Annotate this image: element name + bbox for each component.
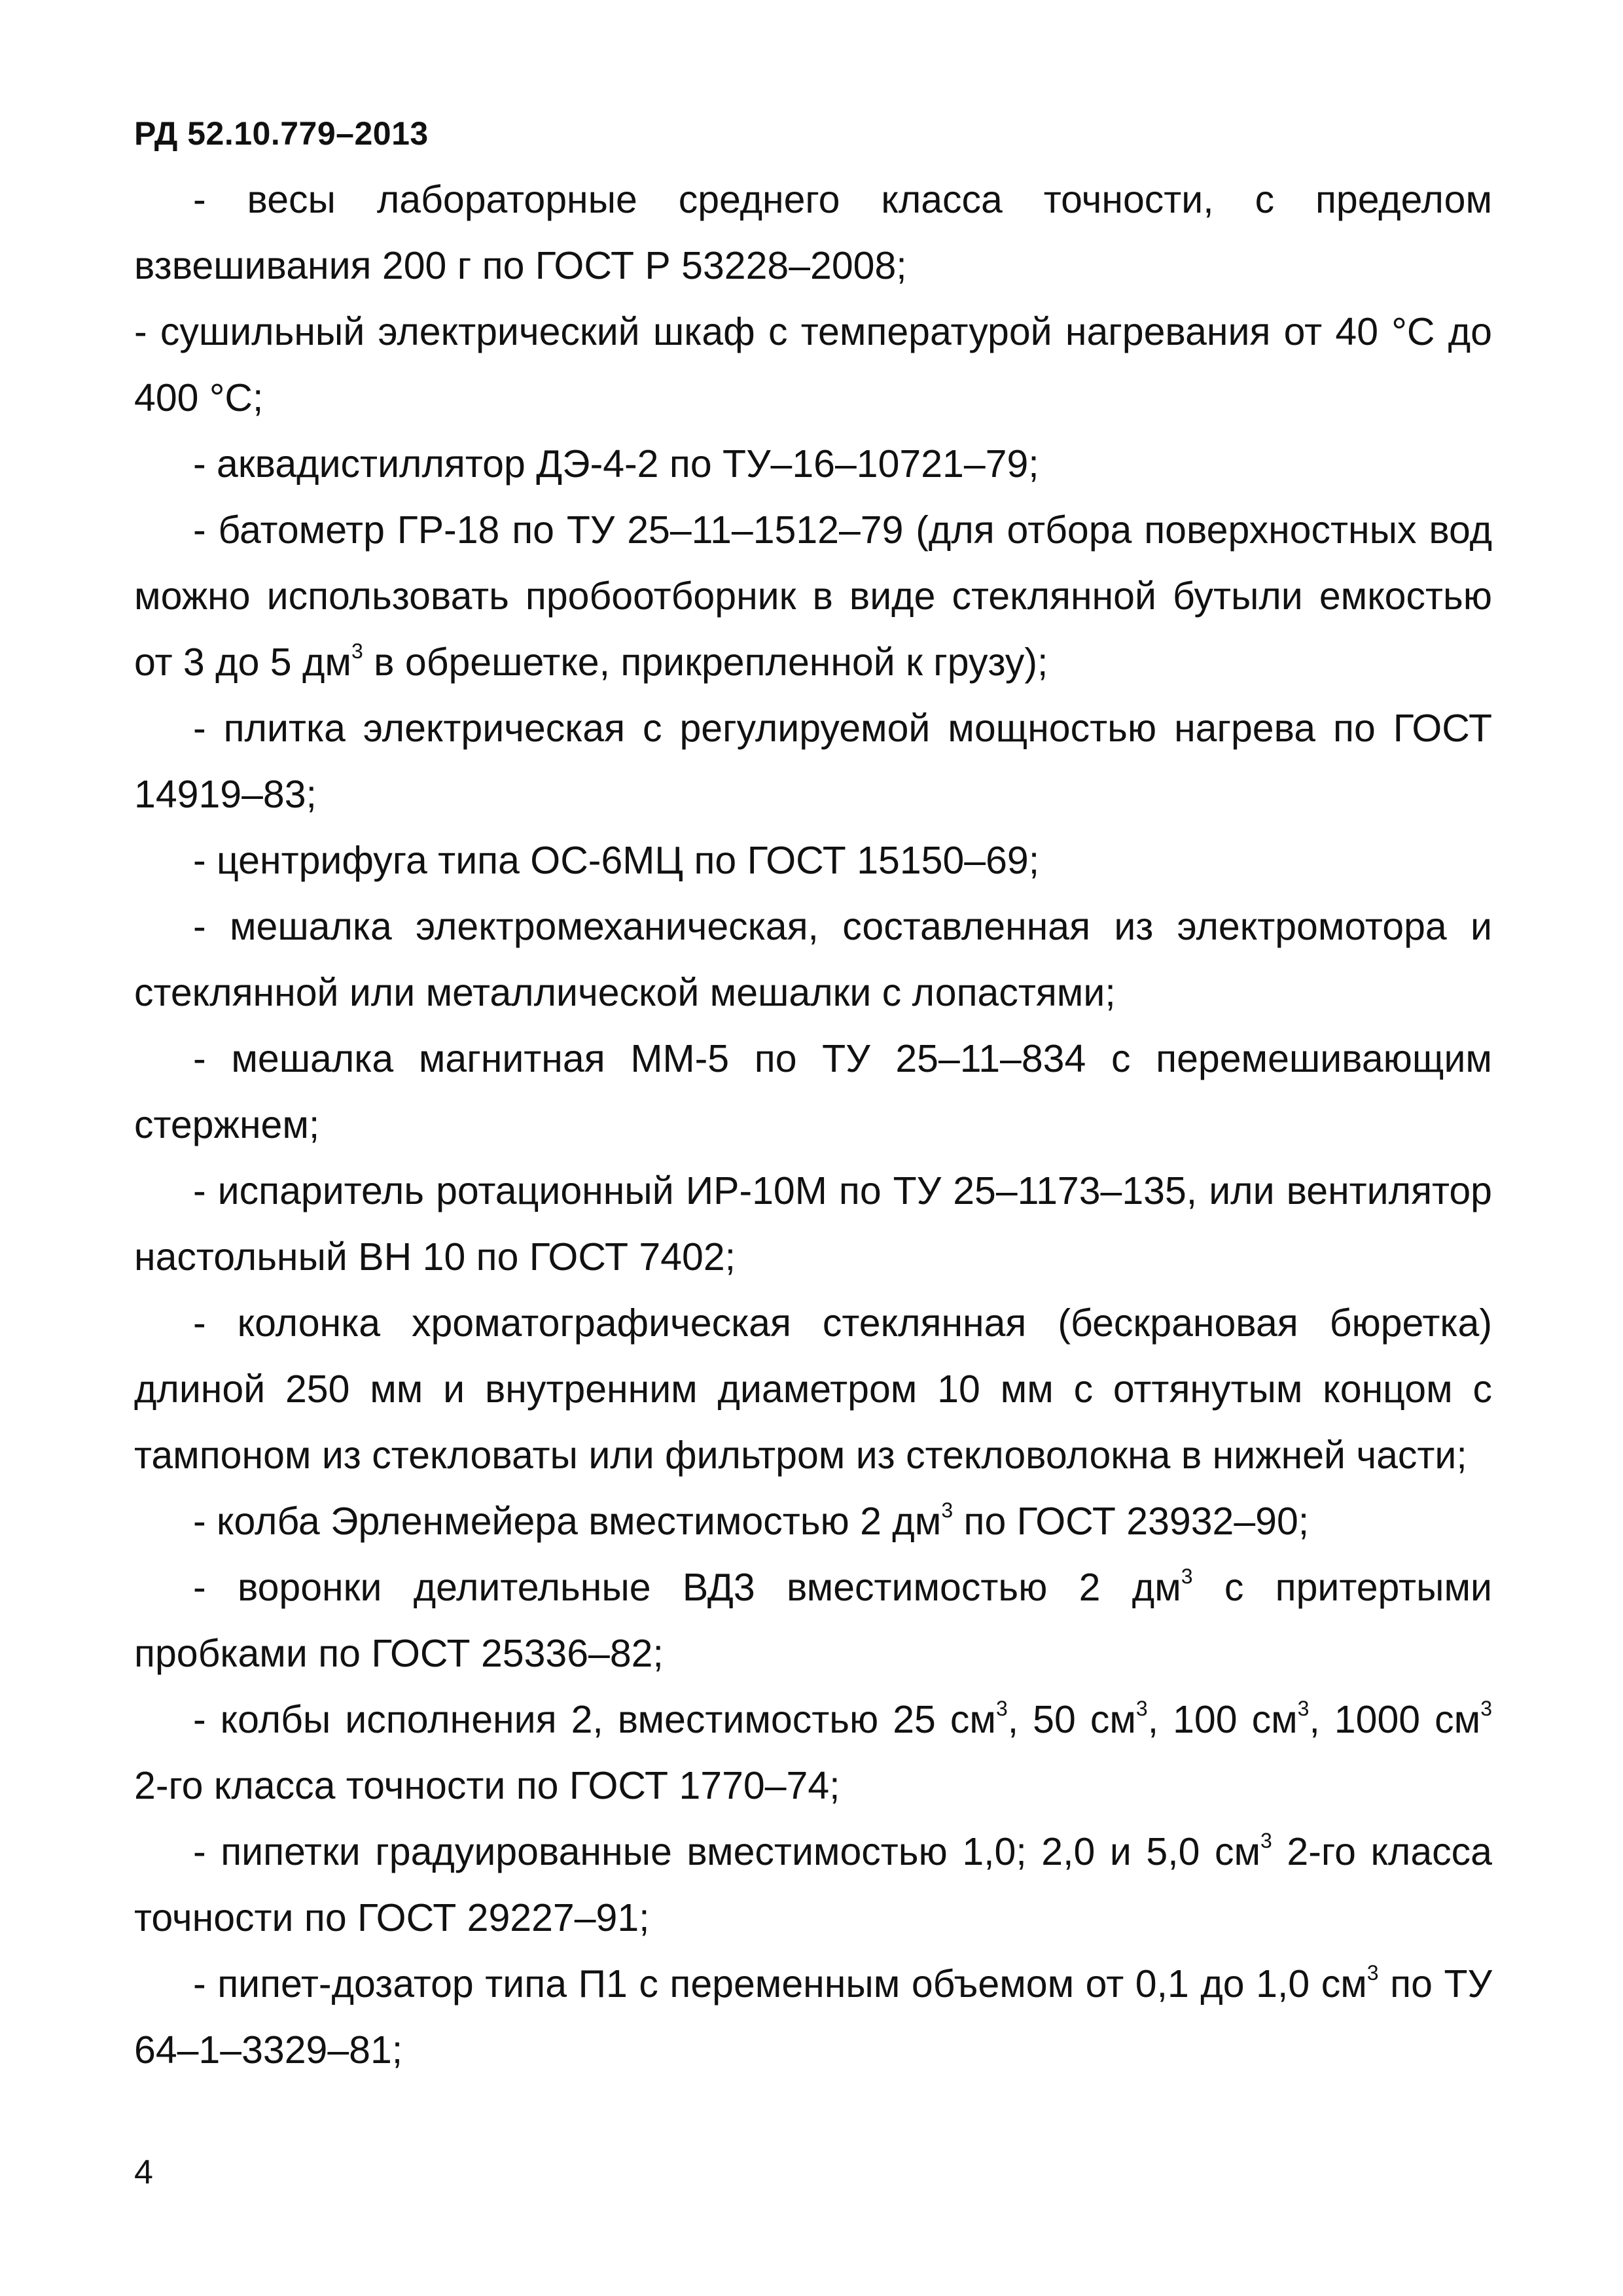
page-number: 4 bbox=[134, 2153, 153, 2191]
text-run: - сушильный электрический шкаф с температурой нагревания от 40 °С до 400 °С; bbox=[134, 310, 1492, 419]
superscript-digit: 3 bbox=[1297, 1697, 1310, 1720]
list-item bbox=[134, 431, 1492, 497]
superscript bbox=[996, 1698, 1008, 1741]
superscript-digit: 3 bbox=[941, 1498, 954, 1522]
list-item bbox=[134, 894, 1492, 1026]
text-run: - аквадистиллятор ДЭ-4-2 по ТУ–16–10721–79; bbox=[193, 442, 1039, 486]
equipment-list bbox=[134, 167, 1492, 2083]
superscript bbox=[1480, 1698, 1492, 1741]
text-run: - пипетки градуированные вместимостью 1,0; 2,0 и 5,0 см bbox=[193, 1830, 1261, 1873]
text-run: - воронки делительные ВД3 вместимостью 2 дм bbox=[193, 1566, 1181, 1609]
superscript-digit: 3 bbox=[995, 1697, 1008, 1720]
text-run: - мешалка электромеханическая, составленная из электромотора и стеклянной или металлической мешалки с лопастями; bbox=[134, 905, 1492, 1014]
superscript bbox=[1298, 1698, 1310, 1741]
text-run: - мешалка магнитная ММ-5 по ТУ 25–11–834 с перемешивающим стержнем; bbox=[134, 1037, 1492, 1146]
list-item bbox=[134, 1026, 1492, 1158]
superscript bbox=[351, 641, 363, 684]
superscript bbox=[941, 1500, 953, 1543]
superscript bbox=[1136, 1698, 1148, 1741]
text-run: - колонка хроматографическая стеклянная (бескрановая бюретка) длиной 250 мм и внутренним диаметром 10 мм с оттянутым концом с тампоном из стекловаты или фильтром из стекловолокна в нижней части; bbox=[134, 1301, 1492, 1477]
text-run: - центрифуга типа ОС-6МЦ по ГОСТ 15150–69; bbox=[193, 839, 1040, 882]
list-item bbox=[134, 828, 1492, 894]
list-item bbox=[134, 1555, 1492, 1687]
text-run: - весы лабораторные среднего класса точности, с пределом взвешивания 200 г по ГОСТ Р 53228–2008; bbox=[134, 178, 1492, 287]
list-item bbox=[134, 1687, 1492, 1819]
text-run: в обрешетке, прикрепленной к грузу); bbox=[363, 641, 1048, 684]
superscript-digit: 3 bbox=[1366, 1961, 1379, 1985]
superscript-digit: 3 bbox=[1181, 1564, 1193, 1588]
superscript bbox=[1367, 1962, 1379, 2005]
text-run: - плитка электрическая с регулируемой мощностью нагрева по ГОСТ 14919–83; bbox=[134, 707, 1492, 816]
text-run: - колба Эрленмейера вместимостью 2 дм bbox=[193, 1500, 942, 1543]
text-run: с притертыми пробками по ГОСТ 25336–82; bbox=[134, 1566, 1492, 1675]
text-run: - испаритель ротационный ИР-10М по ТУ 25–1173–135, или вентилятор настольный ВН 10 по ГОСТ 7402; bbox=[134, 1169, 1492, 1279]
text-run: по ТУ 64–1–3329–81; bbox=[134, 1962, 1492, 2072]
list-item bbox=[134, 167, 1492, 299]
superscript bbox=[1181, 1566, 1193, 1609]
list-item bbox=[134, 1951, 1492, 2083]
list-item bbox=[134, 1158, 1492, 1290]
superscript-digit: 3 bbox=[351, 639, 363, 663]
text-run: , 1000 см bbox=[1309, 1698, 1481, 1741]
text-run: 2-го класса точности по ГОСТ 29227–91; bbox=[134, 1830, 1492, 1939]
document-code-header: РД 52.10.779–2013 bbox=[134, 115, 429, 152]
list-item bbox=[134, 1819, 1492, 1951]
list-item bbox=[134, 299, 1492, 431]
text-run: - колбы исполнения 2, вместимостью 25 см bbox=[193, 1698, 996, 1741]
text-run: , 100 см bbox=[1147, 1698, 1298, 1741]
text-run: , 50 см bbox=[1007, 1698, 1136, 1741]
superscript-digit: 3 bbox=[1260, 1829, 1272, 1852]
superscript-digit: 3 bbox=[1480, 1697, 1493, 1720]
list-item bbox=[134, 1290, 1492, 1489]
text-run: - батометр ГР-18 по ТУ 25–11–1512–79 (для отбора поверхностных вод можно использовать пробоотборник в виде стеклянной бутыли емкостью от 3 до 5 дм bbox=[134, 508, 1492, 684]
text-run: по ГОСТ 23932–90; bbox=[953, 1500, 1310, 1543]
list-item bbox=[134, 497, 1492, 696]
list-item bbox=[134, 1489, 1492, 1555]
superscript-digit: 3 bbox=[1135, 1697, 1148, 1720]
text-run: - пипет-дозатор типа П1 с переменным объемом от 0,1 до 1,0 см bbox=[193, 1962, 1367, 2005]
list-item bbox=[134, 696, 1492, 828]
superscript bbox=[1260, 1830, 1272, 1873]
text-run: 2-го класса точности по ГОСТ 1770–74; bbox=[134, 1764, 840, 1807]
